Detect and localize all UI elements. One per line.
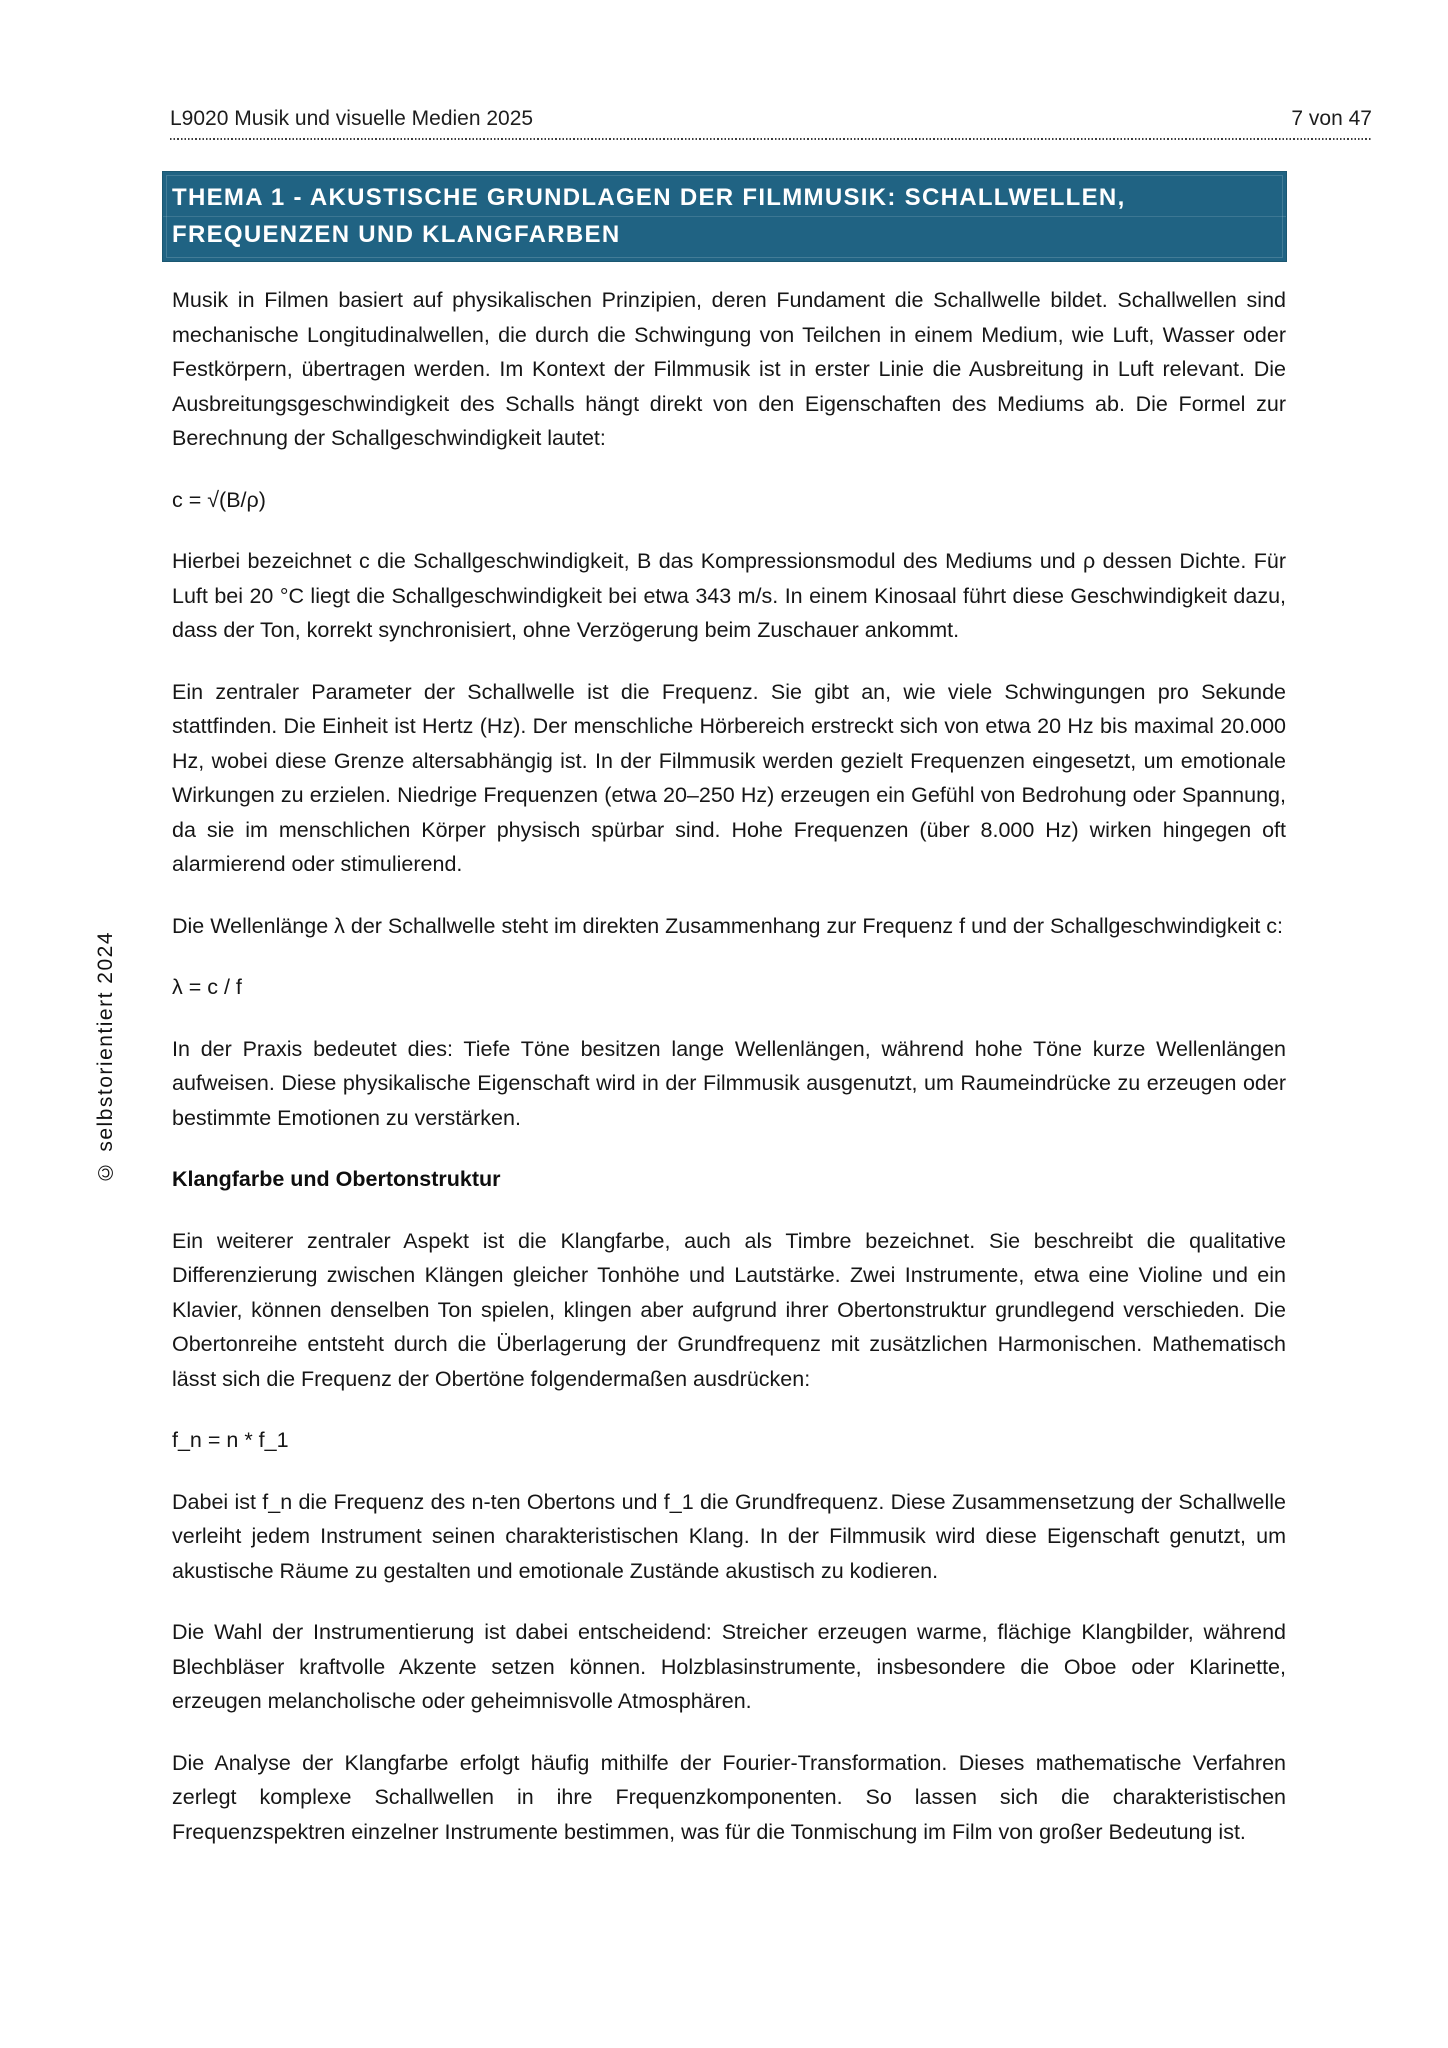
topic-title-box bbox=[162, 171, 1287, 262]
document-body bbox=[172, 283, 1286, 1876]
course-label: L9020 Musik und visuelle Medien 2025 bbox=[170, 107, 534, 130]
page-header bbox=[170, 107, 1372, 140]
topic-title-line1: THEMA 1 - AKUSTISCHE GRUNDLAGEN DER FILMMUSIK: SCHALLWELLEN, bbox=[163, 180, 1286, 217]
formula: c = √(B/ρ) bbox=[172, 487, 266, 512]
paragraph: Die Analyse der Klangfarbe erfolgt häufig mithilfe der Fourier-Transformation. Dieses mathematische Verfahren zerlegt komplexe Schallwellen in ihre Frequenzkomponenten. So lassen sich die charakteristischen Frequenzspektren einzelner Instrumente bestimmen, was für die Tonmischung im Film von großer Bedeutung ist. bbox=[172, 1750, 1286, 1844]
section-heading: Klangfarbe und Obertonstruktur bbox=[172, 1167, 501, 1191]
paragraph: Die Wahl der Instrumentierung ist dabei entscheidend: Streicher erzeugen warme, flächige Klangbilder, während Blechbläser kraftvolle Akzente setzen können. Holzblasinstrumente, insbesondere die Oboe oder Klarinette, erzeugen melancholische oder geheimnisvolle Atmosphären. bbox=[172, 1620, 1286, 1713]
formula: λ = c / f bbox=[172, 975, 242, 999]
paragraph: Dabei ist f_n die Frequenz des n-ten Obertons und f_1 die Grundfrequenz. Diese Zusammensetzung der Schallwelle verleiht jedem Instrument seinen charakteristischen Klang. In der Filmmusik wird diese Eigenschaft genutzt, um akustische Räume zu gestalten und emotionale Zustände akustisch zu kodieren. bbox=[172, 1489, 1286, 1583]
formula: f_n = n * f_1 bbox=[172, 1428, 289, 1452]
page-number: 7 von 47 bbox=[1291, 107, 1372, 130]
paragraph: Ein zentraler Parameter der Schallwelle ist die Frequenz. Sie gibt an, wie viele Schwingungen pro Sekunde stattfinden. Die Einheit ist Hertz (Hz). Der menschliche Hörbereich erstreckt sich von etwa 20 Hz bis maximal 20.000 Hz, wobei diese Grenze altersabhängig ist. In der Filmmusik werden gezielt Frequenzen eingesetzt, um emotionale Wirkungen zu erzielen. Niedrige Frequenzen (etwa 20–250 Hz) erzeugen ein Gefühl von Bedrohung oder Spannung, da sie im menschlichen Körper physisch spürbar sind. Hohe Frequenzen (über 8.000 Hz) wirken hingegen oft alarmierend oder stimulierend. bbox=[172, 679, 1286, 876]
paragraph: Ein weiterer zentraler Aspekt ist die Klangfarbe, auch als Timbre bezeichnet. Sie beschreibt die qualitative Differenzierung zwischen Klängen gleicher Tonhöhe und Lautstärke. Zwei Instrumente, etwa eine Violine und ein Klavier, können denselben Ton spielen, klingen aber aufgrund ihrer Obertonstruktur grundlegend verschieden. Die Obertonreihe entsteht durch die Überlagerung der Grundfrequenz mit zusätzlichen Harmonischen. Mathematisch lässt sich die Frequenz der Obertöne folgendermaßen ausdrücken: bbox=[172, 1228, 1286, 1391]
paragraph: Die Wellenlänge λ der Schallwelle steht im direkten Zusammenhang zur Frequenz f und der Schallgeschwindigkeit c: bbox=[172, 913, 1283, 938]
header-divider bbox=[170, 138, 1372, 140]
paragraph: In der Praxis bedeutet dies: Tiefe Töne besitzen lange Wellenlängen, während hohe Töne kurze Wellenlängen aufweisen. Diese physikalische Eigenschaft wird in der Filmmusik ausgenutzt, um Raumeindrücke zu erzeugen oder bestimmte Emotionen zu verstärken. bbox=[172, 1036, 1286, 1130]
topic-title-line2: FREQUENZEN UND KLANGFARBEN bbox=[172, 221, 621, 248]
paragraph: Musik in Filmen basiert auf physikalischen Prinzipien, deren Fundament die Schallwelle bildet. Schallwellen sind mechanische Longitudinalwellen, die durch die Schwingung von Teilchen in einem Medium, wie Luft, Wasser oder Festkörpern, übertragen werden. Im Kontext der Filmmusik ist in erster Linie die Ausbreitung in Luft relevant. Die Ausbreitungsgeschwindigkeit des Schalls hängt direkt von den Eigenschaften des Mediums ab. Die Formel zur Berechnung der Schallgeschwindigkeit lautet: bbox=[172, 288, 1286, 450]
copyright-note: © selbstorientiert 2024 bbox=[94, 931, 117, 1184]
paragraph: Hierbei bezeichnet c die Schallgeschwindigkeit, B das Kompressionsmodul des Mediums und ρ dessen Dichte. Für Luft bei 20 °C liegt die Schallgeschwindigkeit bei etwa 343 m/s. In einem Kinosaal führt diese Geschwindigkeit dazu, dass der Ton, korrekt synchronisiert, ohne Verzögerung beim Zuschauer ankommt. bbox=[172, 549, 1286, 642]
